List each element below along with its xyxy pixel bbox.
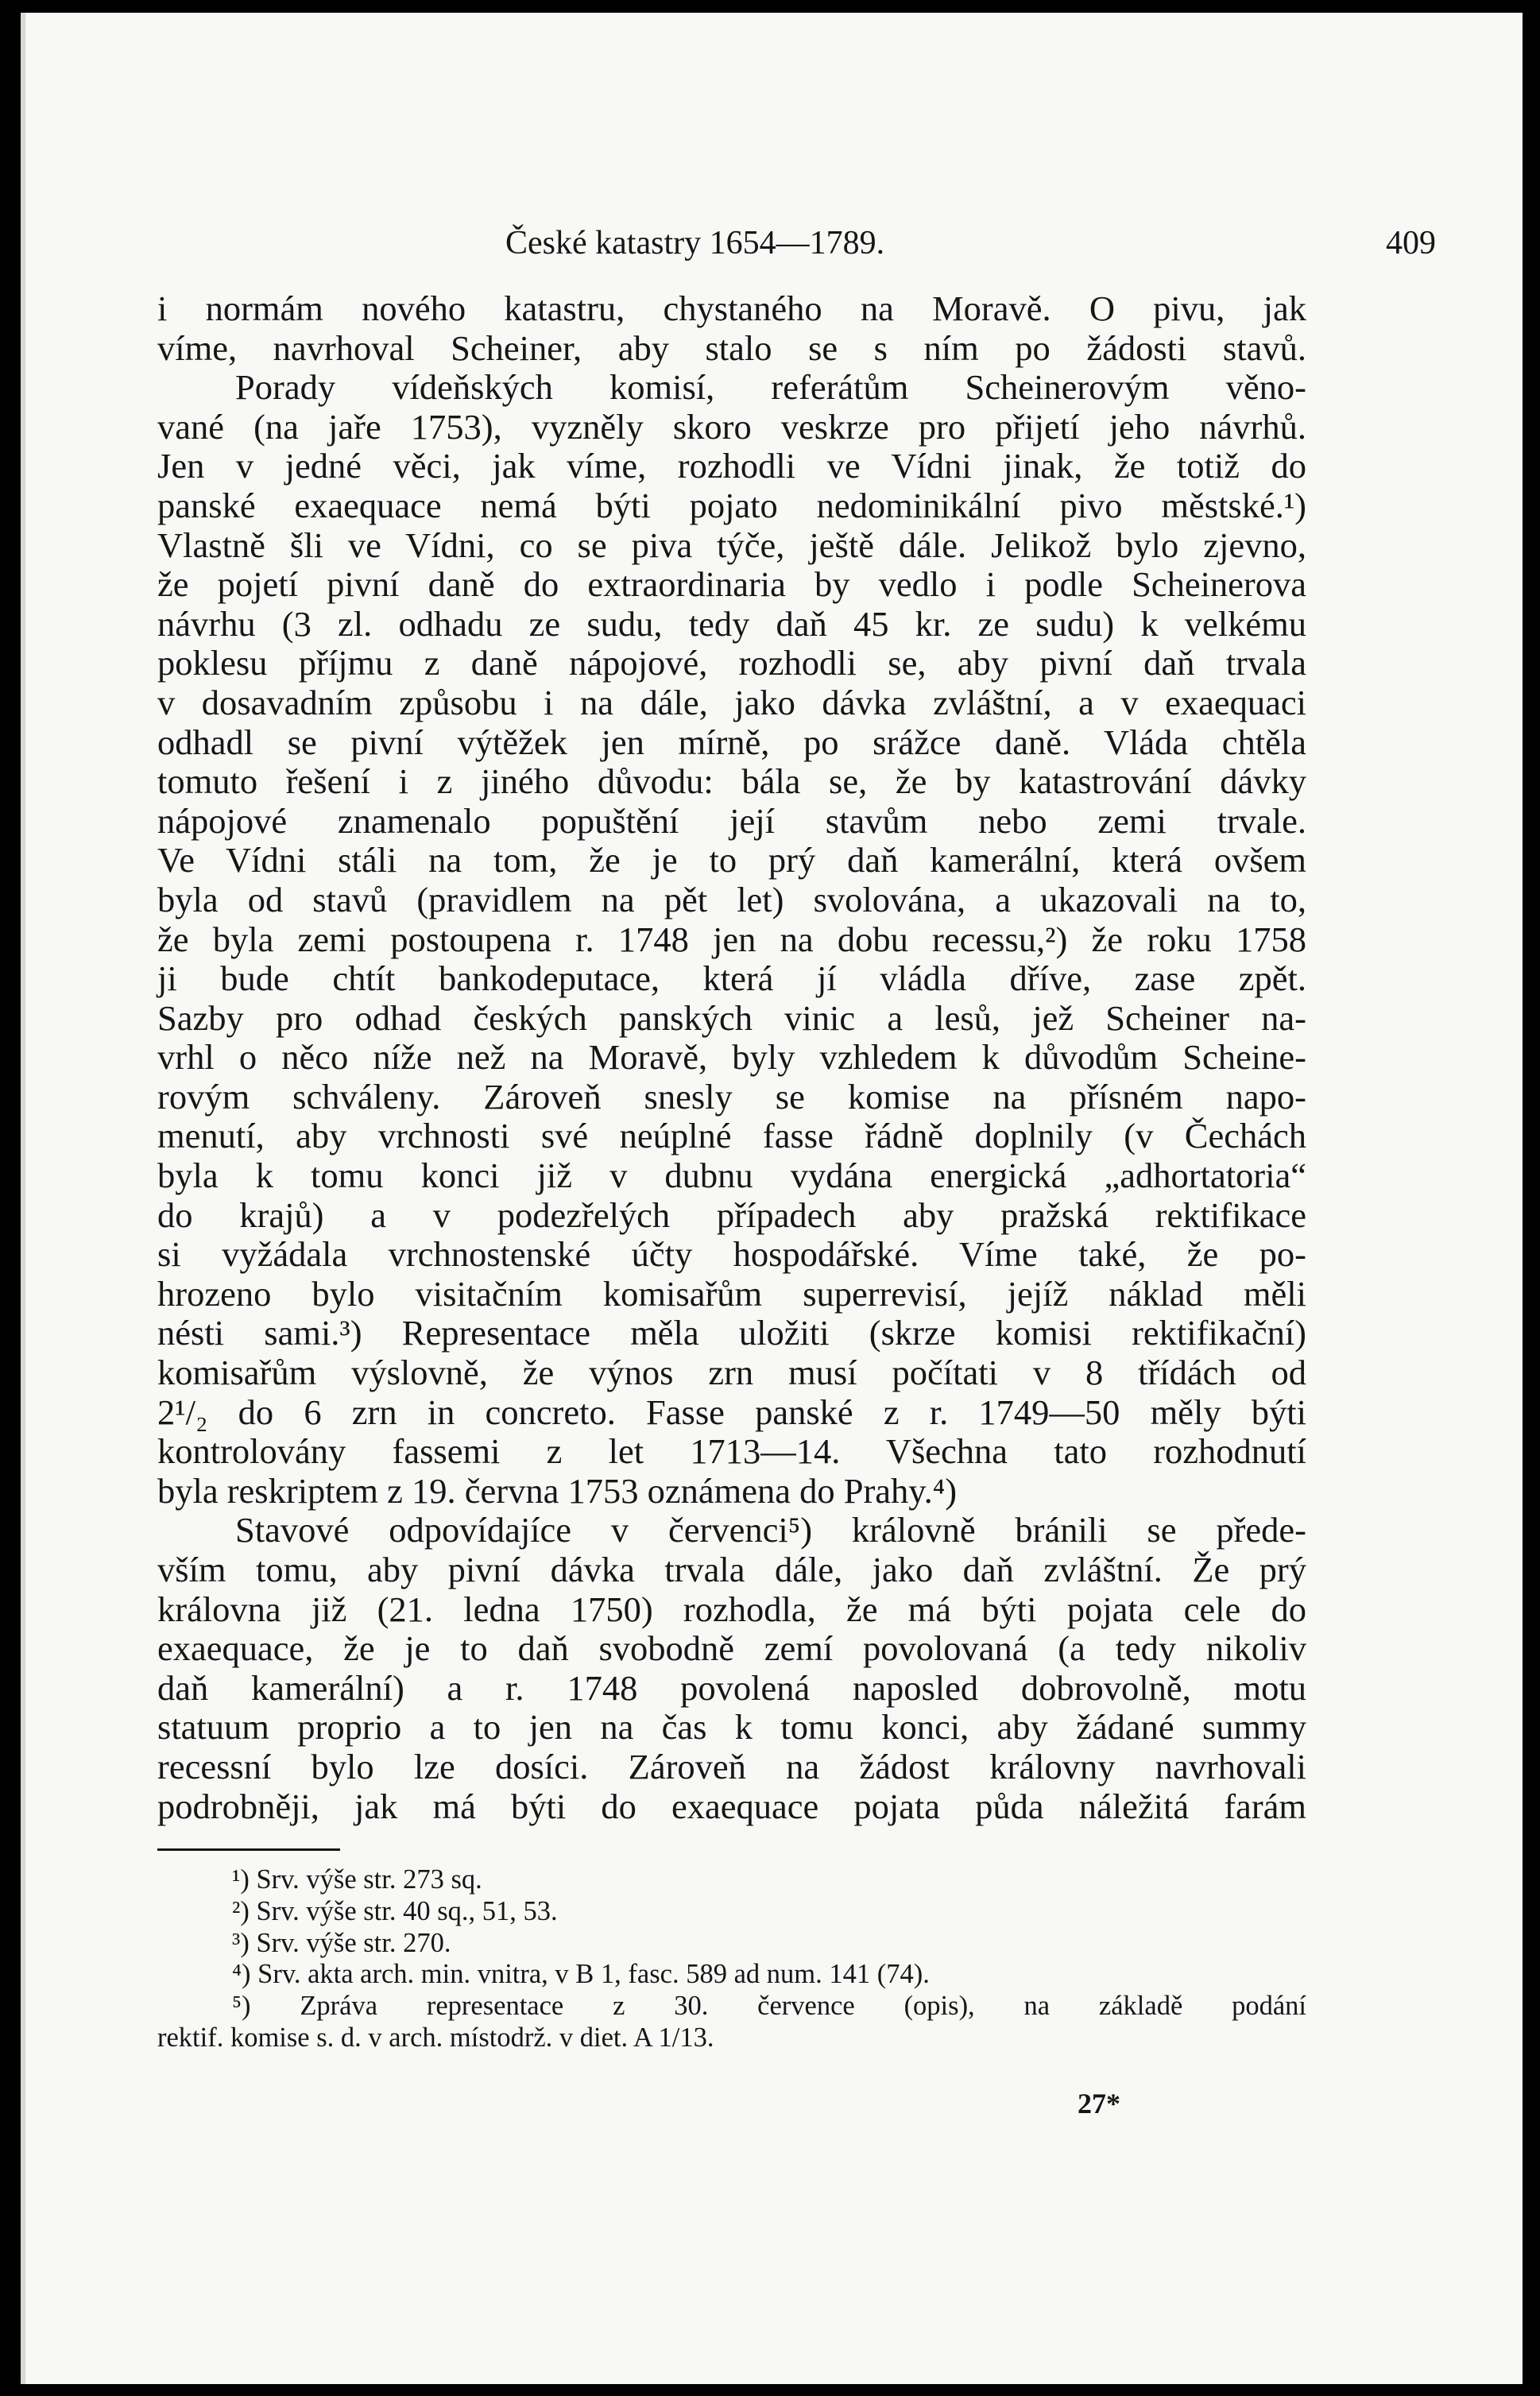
- text-line: byla od stavů (pravidlem na pět let) svolována, a ukazovali na to,: [157, 879, 1306, 919]
- text-line: Jen v jedné věci, jak víme, rozhodli ve Vídni jinak, že totiž do: [157, 446, 1306, 486]
- text-line: si vyžádala vrchnostenské účty hospodářské. Víme také, že po-: [157, 1234, 1306, 1275]
- body-text: [157, 289, 1306, 1826]
- text-line: daň kamerální) a r. 1748 povolená naposled dobrovolně, motu: [157, 1667, 1306, 1708]
- running-header: [21, 218, 1523, 269]
- text-line: i normám nového katastru, chystaného na Moravě. O pivu, jak: [157, 288, 1306, 328]
- book-page: [21, 13, 1523, 2384]
- header-title: České katastry 1654—1789.: [505, 225, 885, 261]
- text-line: tomuto řešení i z jiného důvodu: bála se, že by katastrování dávky: [157, 761, 1306, 802]
- text-line: komisařům výslovně, že výnos zrn musí počítati v 8 třídách od: [157, 1353, 1306, 1393]
- text-line: že pojetí pivní daně do extraordinaria by vedlo i podle Scheinerova: [157, 564, 1306, 605]
- text-line: vrhl o něco níže než na Moravě, byly vzhledem k důvodům Scheine-: [157, 1037, 1306, 1078]
- footnote: ³) Srv. výše str. 270.: [232, 1927, 451, 1958]
- text-line: kontrolovány fassemi z let 1713—14. Všechna tato rozhodnutí: [157, 1431, 1306, 1472]
- page-number: 409: [1386, 225, 1436, 261]
- text-line: podrobněji, jak má býti do exaequace pojata půda náležitá farám: [157, 1786, 1306, 1826]
- text-line: byla k tomu konci již v dubnu vydána energická „adhortatoria“: [157, 1155, 1306, 1196]
- text-line: Porady vídeňských komisí, referátům Scheinerovým věno-: [235, 367, 1306, 408]
- text-line: Vlastně šli ve Vídni, co se piva týče, ještě dále. Jelikož bylo zjevno,: [157, 524, 1306, 565]
- footnote: ⁵) Zpráva representace z 30. července (opis), na základě podání: [232, 1991, 1306, 2022]
- text-line: návrhu (3 zl. odhadu ze sudu, tedy daň 45 kr. ze sudu) k velkému: [157, 603, 1306, 644]
- text-line: vším tomu, aby pivní dávka trvala dále, jako daň zvláštní. Že prý: [157, 1550, 1306, 1589]
- text-line: recessní bylo lze dosíci. Zároveň na žádost královny navrhovali: [157, 1746, 1306, 1786]
- footnote: ²) Srv. výše str. 40 sq., 51, 53.: [232, 1895, 558, 1926]
- text-line: 2¹/₂ do 6 zrn in concreto. Fasse panské z r. 1749—50 měly býti: [157, 1392, 1306, 1432]
- text-line: menutí, aby vrchnosti své neúplné fasse řádně doplnily (v Čechách: [157, 1116, 1306, 1156]
- page-edge-shadow: [21, 13, 25, 2384]
- text-line: odhadl se pivní výtěžek jen mírně, po srážce daně. Vláda chtěla: [157, 722, 1306, 762]
- text-line: exaequace, že je to daň svobodně zemí povolovaná (a tedy nikoliv: [157, 1628, 1306, 1669]
- text-line: do krajů) a v podezřelých případech aby pražská rektifikace: [157, 1194, 1306, 1235]
- text-line: nésti sami.³) Representace měla uložiti (skrze komisi rektifikační): [157, 1313, 1306, 1353]
- text-line: poklesu příjmu z daně nápojové, rozhodli se, aby pivní daň trvala: [157, 643, 1306, 683]
- text-line: nápojové znamenalo popuštění její stavům nebo zemi trvale.: [157, 800, 1306, 841]
- text-line: že byla zemi postoupena r. 1748 jen na dobu recessu,²) že roku 1758: [157, 919, 1306, 959]
- footnote-continuation: rektif. komise s. d. v arch. místodrž. v diet. A 1/13.: [157, 2022, 714, 2053]
- text-line: Sazby pro odhad českých panských vinic a lesů, jež Scheiner na-: [157, 997, 1306, 1038]
- text-line: Stavové odpovídajíce v červenci⁵) královně bránili se přede-: [235, 1510, 1306, 1550]
- text-line: vané (na jaře 1753), vyzněly skoro veskrze pro přijetí jeho návrhů.: [157, 406, 1306, 447]
- text-line: v dosavadním způsobu i na dále, jako dávka zvláštní, a v exaequaci: [157, 682, 1306, 722]
- text-line: královna již (21. ledna 1750) rozhodla, že má býti pojata cele do: [157, 1589, 1306, 1629]
- text-line: rovým schváleny. Zároveň snesly se komise na přísném napo-: [157, 1076, 1306, 1117]
- text-line: byla reskriptem z 19. června 1753 oznámena do Prahy.⁴): [157, 1470, 958, 1511]
- text-line: hrozeno bylo visitačním komisařům superrevisí, jejíž náklad měli: [157, 1273, 1306, 1314]
- text-line: statuum proprio a to jen na čas k tomu konci, aby žádané summy: [157, 1707, 1306, 1748]
- text-line: ji bude chtít bankodeputace, která jí vládla dříve, zase zpět.: [157, 958, 1306, 999]
- footnotes: [157, 1864, 1306, 2054]
- text-line: víme, navrhoval Scheiner, aby stalo se s ním po žádosti stavů.: [157, 327, 1306, 368]
- text-line: panské exaequace nemá býti pojato nedominikální pivo městské.¹): [157, 485, 1306, 525]
- footnote-rule: [157, 1848, 340, 1851]
- footnote: ⁴) Srv. akta arch. min. vnitra, v B 1, fasc. 589 ad num. 141 (74).: [232, 1959, 930, 1990]
- signature-mark: 27*: [1078, 2088, 1120, 2119]
- text-line: Ve Vídni stáli na tom, že je to prý daň kamerální, která ovšem: [157, 840, 1306, 881]
- footnote: ¹) Srv. výše str. 273 sq.: [232, 1864, 482, 1895]
